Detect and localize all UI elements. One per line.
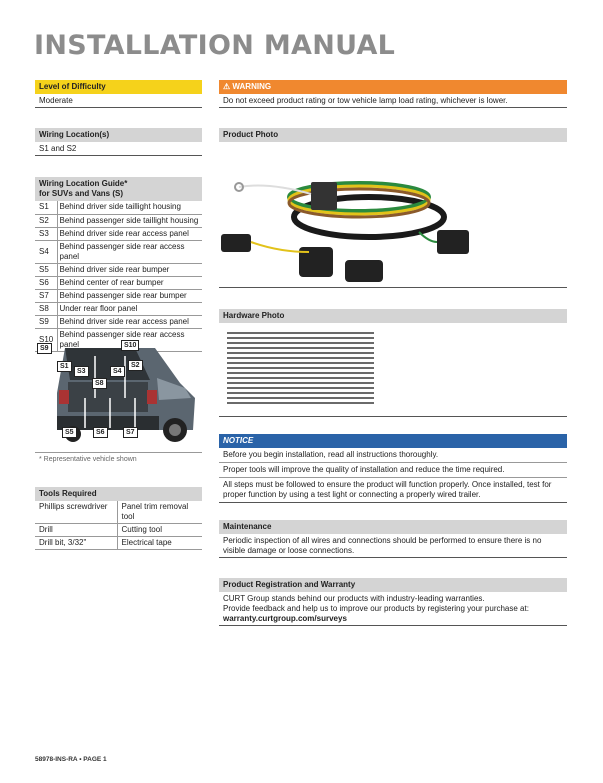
notice-line: Before you begin installation, read all instructions thoroughly. [219,448,567,463]
registration-heading: Product Registration and Warranty [219,578,567,592]
location-code: S3 [35,227,57,240]
maintenance-text: Periodic inspection of all wires and connections should be performed to ensure there is no visible damage or loose connections. [219,534,567,558]
maintenance-section [219,520,567,558]
difficulty-value: Moderate [35,94,202,108]
table-row [35,240,202,263]
registration-line: Provide feedback and help us to improve our products by registering your purchase at: [223,604,529,613]
vehicle-tag: S7 [123,427,138,438]
hardware-photo [219,323,567,417]
maintenance-heading: Maintenance [219,520,567,534]
location-desc: Behind passenger side rear bumper [57,289,202,302]
table-row [35,263,202,276]
notice-line: All steps must be followed to ensure the product will function properly. Once installed, test for proper function by using a test light or connecting a properly wired trailer. [219,478,567,503]
hardware-photo-heading: Hardware Photo [219,309,567,323]
warning-heading-label: WARNING [232,82,272,91]
wiring-guide-section [35,177,202,352]
notice-section [219,434,567,503]
difficulty-section [35,80,202,108]
vehicle-tag: S5 [62,427,77,438]
wiring-location-section [35,128,202,156]
wiring-guide-heading-line2: for SUVs and Vans (S) [39,189,124,198]
wiring-location-heading: Wiring Location(s) [35,128,202,142]
tools-table [35,501,202,550]
vehicle-note-section [35,452,202,466]
table-row [35,315,202,328]
tool-item: Drill bit, 3/32" [35,537,117,550]
wiring-guide-heading-line1: Wiring Location Guide* [39,179,128,188]
location-code: S9 [35,315,57,328]
vehicle-tag: S6 [93,427,108,438]
tools-heading: Tools Required [35,487,202,501]
table-row [35,214,202,227]
wiring-harness-icon [219,142,567,288]
product-photo-section [219,128,567,288]
location-code: S8 [35,302,57,315]
wiring-guide-table [35,201,202,352]
page-title: INSTALLATION MANUAL [34,30,396,61]
tool-item: Cutting tool [117,524,202,537]
vehicle-tag: S9 [37,343,52,354]
table-row [35,302,202,315]
wiring-location-value: S1 and S2 [35,142,202,156]
location-desc: Behind passenger side rear access panel [57,328,202,351]
table-row [35,289,202,302]
vehicle-illustration [35,338,202,448]
suv-rear-icon [35,338,202,448]
location-desc: Behind passenger side taillight housing [57,214,202,227]
table-row [35,201,202,214]
vehicle-tag: S1 [57,361,72,372]
vehicle-tag: S8 [92,378,107,389]
location-desc: Behind driver side rear bumper [57,263,202,276]
tools-section [35,487,202,550]
table-row [35,524,202,537]
table-row [35,227,202,240]
vehicle-tag: S2 [128,360,143,371]
registration-url-link[interactable]: warranty.curtgroup.com/surveys [219,614,567,626]
hardware-photo-section [219,309,567,417]
vehicle-note: * Representative vehicle shown [35,452,202,466]
warning-triangle-icon: ⚠ [223,82,231,91]
location-desc: Under rear floor panel [57,302,202,315]
product-photo-heading: Product Photo [219,128,567,142]
registration-section [219,578,567,626]
location-code: S7 [35,289,57,302]
tool-item: Electrical tape [117,537,202,550]
table-row [35,276,202,289]
wiring-guide-heading [35,177,202,201]
location-code: S4 [35,240,57,263]
location-code: S10 [35,328,57,351]
warning-heading [219,80,567,94]
location-code: S2 [35,214,57,227]
table-row [35,537,202,550]
product-photo [219,142,567,288]
notice-heading: NOTICE [219,434,567,448]
notice-line: Proper tools will improve the quality of installation and reduce the time required. [219,463,567,478]
location-desc: Behind driver side rear access panel [57,227,202,240]
registration-line: CURT Group stands behind our products with industry-leading warranties. [223,594,485,603]
vehicle-tag: S4 [110,366,125,377]
vehicle-tag: S10 [121,340,139,351]
location-desc: Behind center of rear bumper [57,276,202,289]
cable-ties-icon [219,323,567,417]
location-code: S6 [35,276,57,289]
vehicle-tag: S3 [74,366,89,377]
warning-text: Do not exceed product rating or tow vehicle lamp load rating, whichever is lower. [219,94,567,108]
warning-section [219,80,567,108]
tool-item: Panel trim removal tool [117,501,202,524]
difficulty-heading: Level of Difficulty [35,80,202,94]
location-code: S5 [35,263,57,276]
page-footer: 58978-INS-RA • PAGE 1 [35,756,107,763]
tool-item: Phillips screwdriver [35,501,117,524]
table-row [35,501,202,524]
location-desc: Behind passenger side rear access panel [57,240,202,263]
tool-item: Drill [35,524,117,537]
location-desc: Behind driver side rear access panel [57,315,202,328]
location-desc: Behind driver side taillight housing [57,201,202,214]
location-code: S1 [35,201,57,214]
